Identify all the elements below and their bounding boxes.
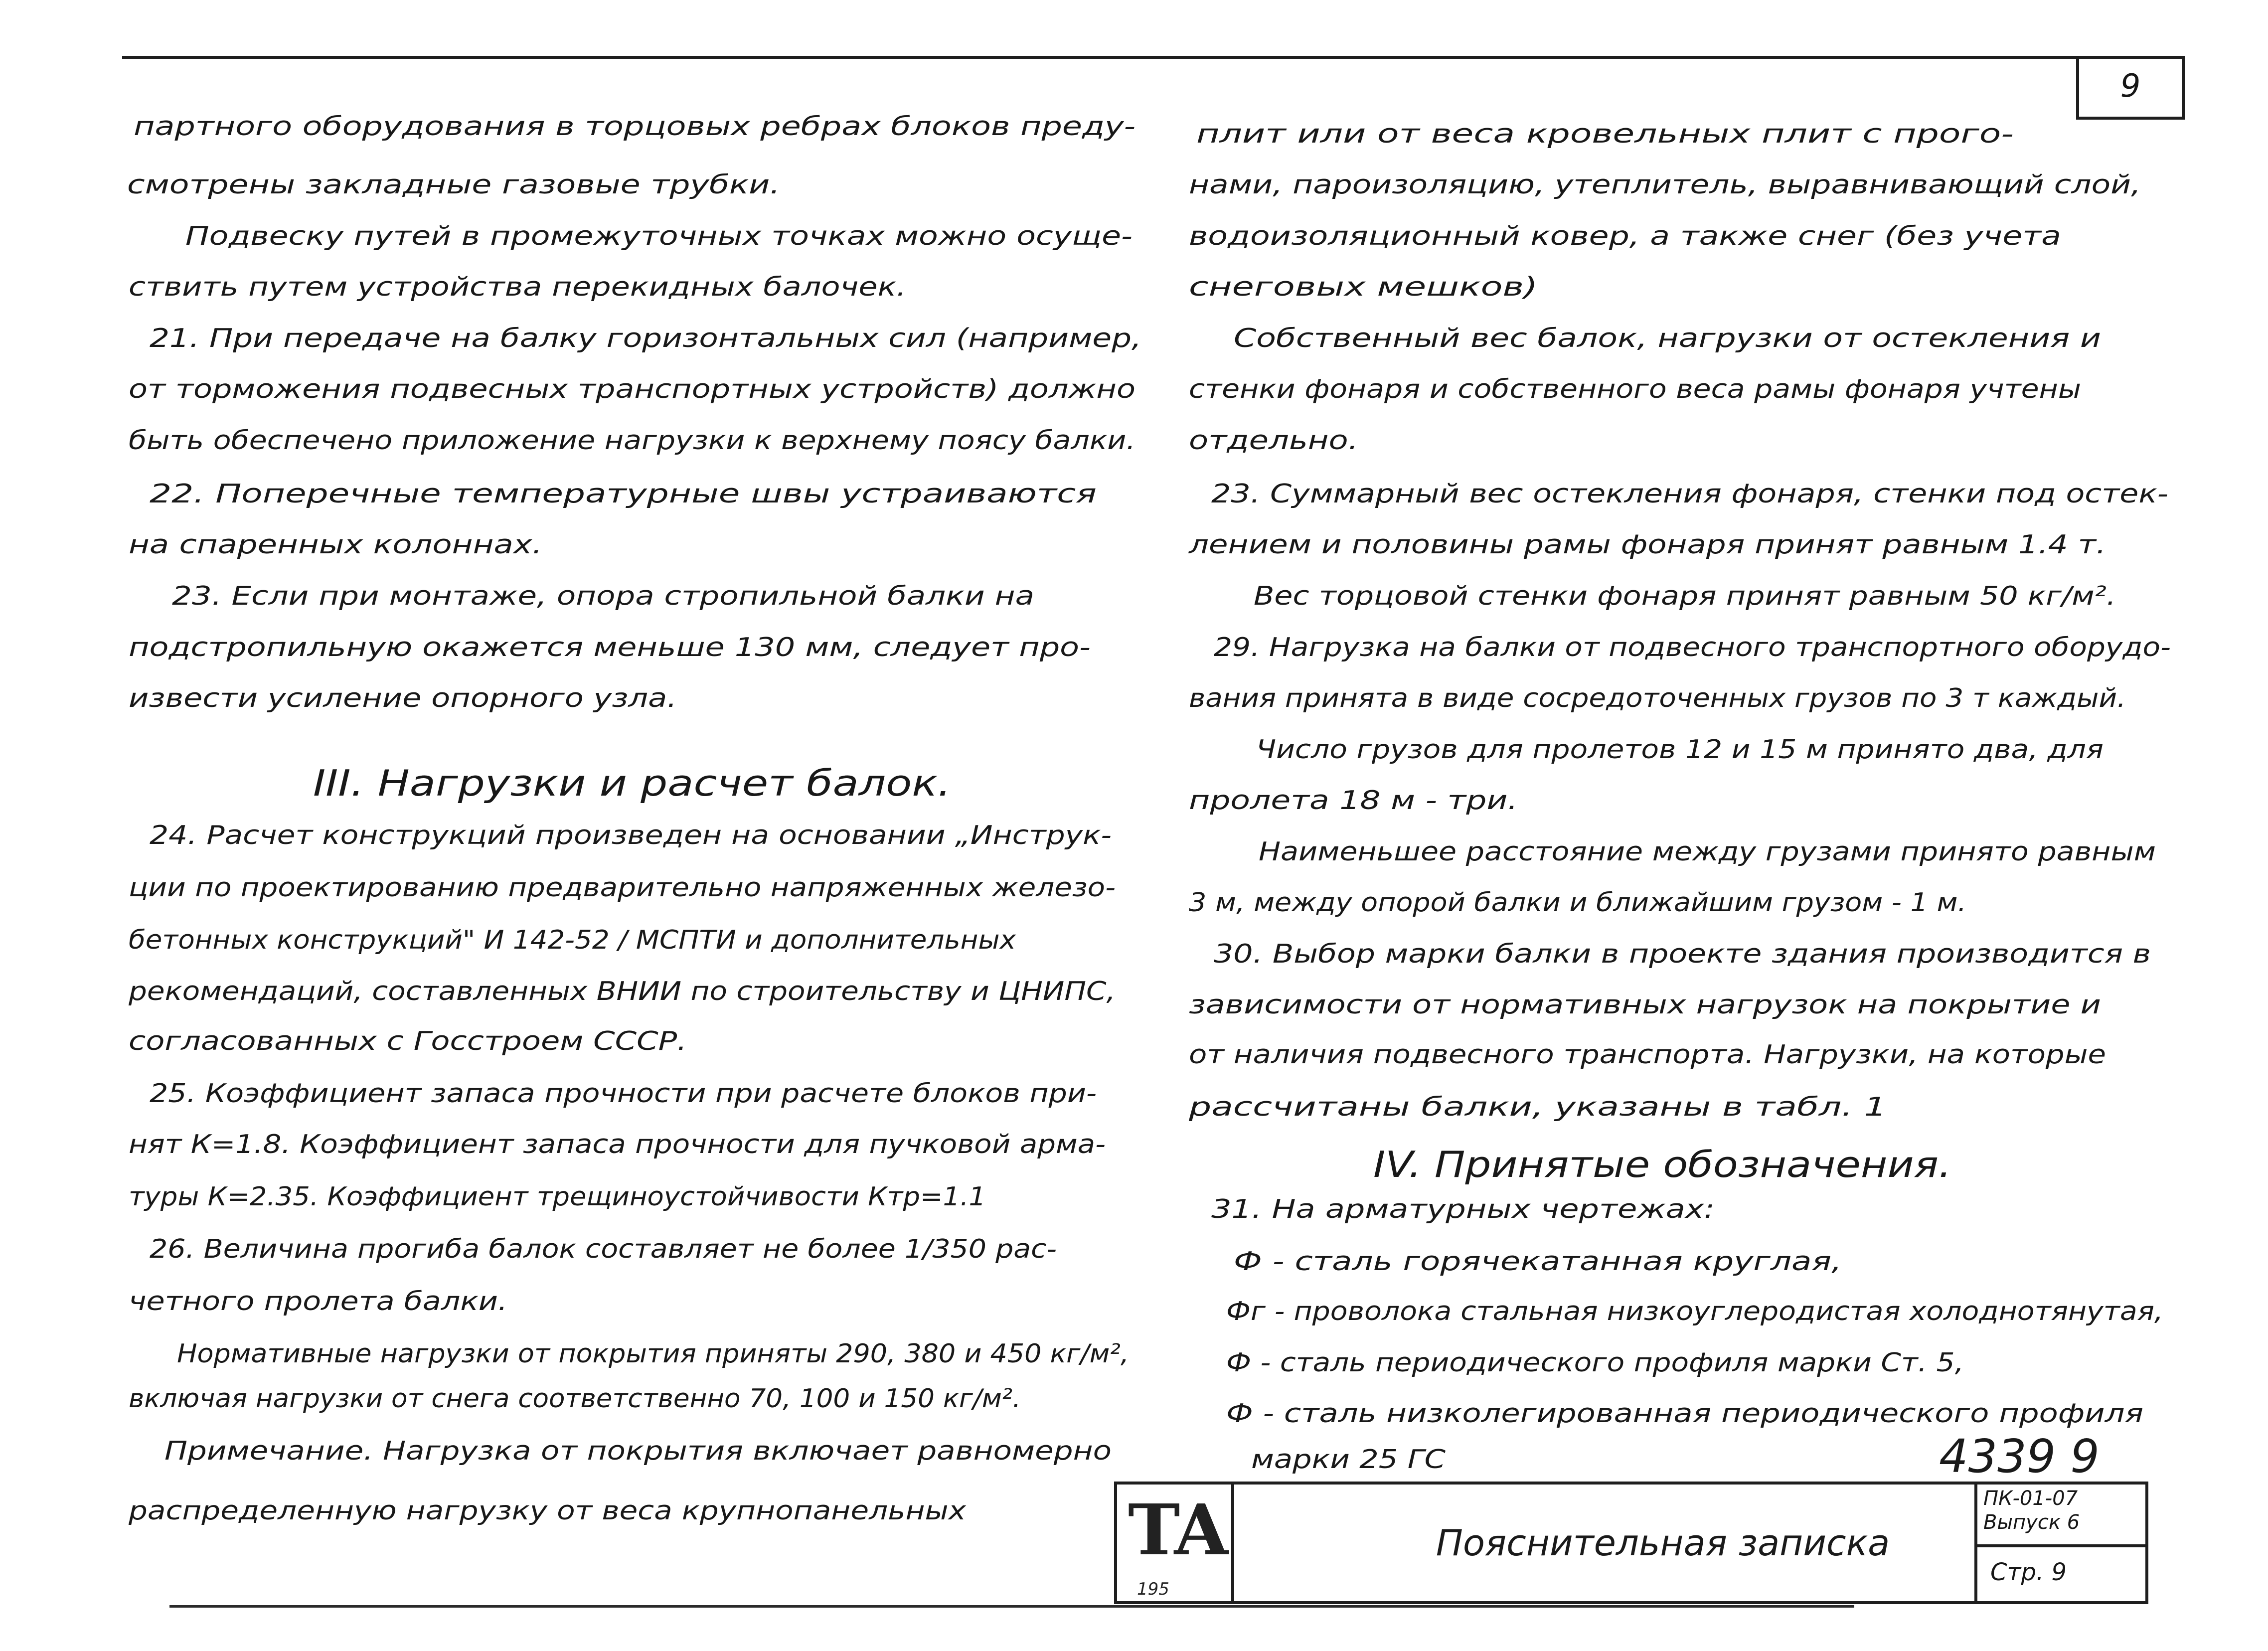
text-line: пролета 18 м - три. — [1189, 786, 1518, 816]
text-line: извести усиление опорного узла. — [129, 683, 677, 713]
text-line: Ф - сталь низколегированная периодического профиля — [1226, 1399, 2143, 1429]
text-line: от торможения подвесных транспортных устройств) должно — [129, 374, 1135, 404]
document-title: Пояснительная записка — [1436, 1522, 1890, 1564]
text-line: 22. Поперечные температурные швы устраиваются — [150, 479, 1097, 509]
text-line: снеговых мешков) — [1189, 272, 1538, 302]
text-line: Наименьшее расстояние между грузами принято равным — [1259, 837, 2156, 867]
text-line: Ф - сталь горячекатанная круглая, — [1234, 1247, 1842, 1277]
section-heading: III. Нагрузки и расчет балок. — [313, 762, 951, 804]
text-line: 31. На арматурных чертежах: — [1211, 1194, 1715, 1224]
text-line: распределенную нагрузку от веса крупнопанельных — [129, 1496, 966, 1526]
text-line: ствить путем устройства перекидных балочек. — [129, 272, 906, 302]
text-line: 3 м, между опорой балки и ближайшим грузом - 1 м. — [1189, 888, 1966, 918]
text-line: четного пролета балки. — [129, 1287, 507, 1317]
text-line: Примечание. Нагрузка от покрытия включает равномерно — [164, 1436, 1112, 1466]
text-line: 26. Величина прогиба балок составляет не более 1/350 рас- — [150, 1234, 1057, 1264]
text-line: партного оборудования в торцовых ребрах блоков преду- — [134, 112, 1135, 142]
text-line: ции по проектированию предварительно напряженных железо- — [129, 873, 1116, 903]
page-number: 9 — [2120, 68, 2141, 105]
text-line: 21. При передаче на балку горизонтальных сил (например, — [150, 324, 1141, 353]
text-line: смотрены закладные газовые трубки. — [127, 170, 780, 200]
text-line: рассчитаны балки, указаны в табл. 1 — [1189, 1092, 1887, 1122]
text-line: 23. Если при монтаже, опора стропильной балки на — [172, 581, 1034, 611]
text-line: согласованных с Госстроем СССР. — [129, 1026, 687, 1056]
text-line: от наличия подвесного транспорта. Нагрузки, на которые — [1189, 1040, 2106, 1070]
text-line: 24. Расчет конструкций произведен на основании „Инструк- — [150, 821, 1112, 850]
text-line: Вес торцовой стенки фонаря принят равным 50 кг/м². — [1254, 581, 2116, 611]
text-line: водоизоляционный ковер, а также снег (без учета — [1189, 221, 2061, 251]
text-line: туры К=2.35. Коэффициент трещиноустойчивости Ктр=1.1 — [129, 1182, 986, 1212]
text-line: бетонных конструкций" И 142-52 / МСПТИ и дополнительных — [129, 925, 1016, 955]
text-line: лением и половины рамы фонаря принят равным 1.4 т. — [1189, 530, 2106, 560]
page-number-box — [2076, 56, 2185, 120]
text-line: 29. Нагрузка на балки от подвесного транспортного оборудо- — [1214, 633, 2171, 662]
text-line: 30. Выбор марки балки в проекте здания производится в — [1214, 939, 2151, 969]
text-line: подстропильную окажется меньше 130 мм, следует про- — [129, 633, 1091, 662]
title-block — [1114, 1482, 2148, 1604]
text-line: 25. Коэффициент запаса прочности при расчете блоков при- — [150, 1079, 1097, 1109]
text-line: Нормативные нагрузки от покрытия приняты 290, 380 и 450 кг/м², — [177, 1339, 1129, 1369]
series-code: ПК-01-07 — [1983, 1487, 2078, 1510]
text-line: отдельно. — [1189, 426, 1358, 456]
bottom-border-line — [169, 1605, 1854, 1608]
text-line: стенки фонаря и собственного веса рамы фонаря учтены — [1189, 374, 2081, 404]
text-line: вания принята в виде сосредоточенных грузов по 3 т каждый. — [1189, 683, 2126, 713]
series-issue: Выпуск 6 — [1983, 1511, 2080, 1534]
section-heading: IV. Принятые обозначения. — [1373, 1144, 1951, 1185]
text-line: Ф - сталь периодического профиля марки Ст. 5, — [1226, 1348, 1964, 1378]
logo-number: 195 — [1137, 1579, 1169, 1599]
series-cell — [1974, 1485, 2145, 1601]
text-line: Подвеску путей в промежуточных точках можно осуще- — [185, 221, 1133, 251]
top-border-line — [122, 56, 2183, 59]
text-line: марки 25 ГС — [1251, 1445, 1446, 1475]
sheet-code: 4339 9 — [1939, 1430, 2100, 1483]
text-line: на спаренных колоннах. — [129, 530, 542, 560]
text-line: Число грузов для пролетов 12 и 15 м принято два, для — [1256, 735, 2104, 765]
text-line: нами, пароизоляцию, утеплитель, выравнивающий слой, — [1189, 170, 2141, 200]
text-line: нят К=1.8. Коэффициент запаса прочности для пучковой арма- — [129, 1130, 1106, 1159]
series-info — [1977, 1485, 2145, 1547]
logo-mark: ТА — [1128, 1489, 1223, 1571]
text-line: быть обеспечено приложение нагрузки к верхнему поясу балки. — [129, 426, 1135, 456]
text-line: 23. Суммарный вес остекления фонаря, стенки под остек- — [1211, 479, 2168, 509]
text-line: плит или от веса кровельных плит с прого- — [1196, 119, 2014, 149]
page-label: Стр. 9 — [1990, 1558, 2067, 1586]
text-line: включая нагрузки от снега соответственно 70, 100 и 150 кг/м². — [129, 1384, 1021, 1414]
page-cell — [1977, 1547, 2145, 1601]
text-line: Собственный вес балок, нагрузки от остекления и — [1234, 324, 2101, 353]
text-line: зависимости от нормативных нагрузок на покрытие и — [1189, 990, 2101, 1020]
text-line: Фг - проволока стальная низкоуглеродистая холоднотянутая, — [1226, 1297, 2163, 1326]
text-line: рекомендаций, составленных ВНИИ по строительству и ЦНИПС, — [129, 977, 1116, 1006]
logo-cell — [1117, 1485, 1234, 1601]
title-cell — [1234, 1485, 2092, 1601]
